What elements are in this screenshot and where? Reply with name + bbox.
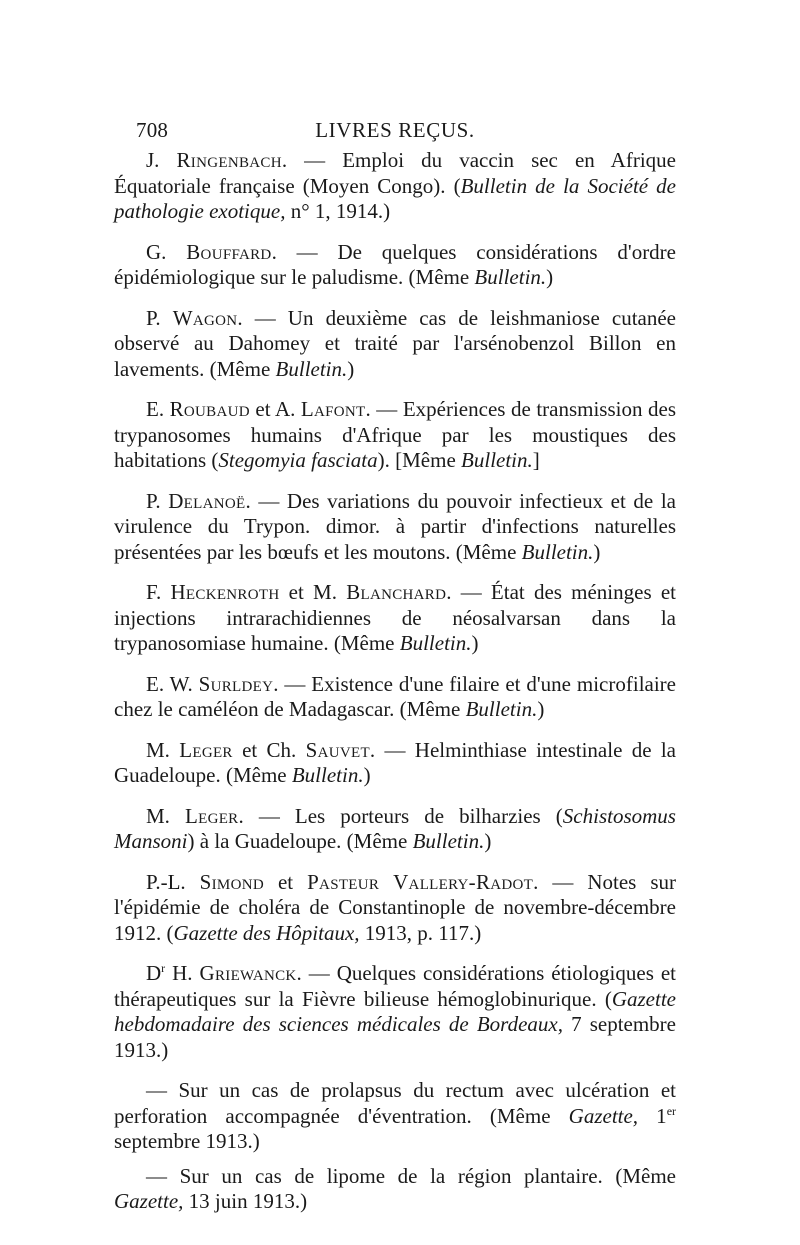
list-item [114, 306, 676, 383]
list-item [114, 804, 676, 855]
source-title: Schistosomus Mansoni [114, 803, 676, 853]
source-title: Gazette, [114, 1189, 184, 1213]
entry-tail: ) [347, 356, 355, 381]
list-item [114, 672, 676, 723]
author-initial: M. [146, 803, 185, 828]
entry-tail: ). [Même [377, 448, 462, 472]
entry-text: . — Des variations du pouvoir infectieux et de la virulence du Trypon. dimor. à partir d'infections naturelles présentées par les bœufs et les moutons. (Même [114, 488, 676, 564]
entry-text: . — État des méninges et injections intrarachidiennes de néosalvarsan dans la trypanosomiase humaine. (Même [114, 580, 677, 655]
list-item [114, 148, 676, 225]
author-initial: E. [146, 397, 170, 421]
author-name: Griewanck [199, 961, 297, 985]
author-initial: F. [146, 580, 171, 604]
entry-text: . — Existence d'une filaire et d'une microfilaire chez le caméléon de Madagascar. (Même [114, 671, 676, 721]
entry-text: . — Helminthiase intestinale de la Guadeloupe. (Même [114, 737, 676, 787]
source-title: Bulletin. [461, 448, 533, 472]
source-title: Gazette des Hôpitaux, [173, 920, 360, 945]
entry-tail: 7 septembre 1913.) [114, 1012, 676, 1062]
entry-tail: 1 [638, 1103, 667, 1128]
author-joiner: et Ch. [232, 737, 306, 762]
source-title: Bulletin. [399, 631, 472, 655]
list-item [114, 489, 676, 566]
author-title-sup: r [161, 961, 166, 975]
list-item [114, 738, 676, 789]
entry-tail: ) [471, 631, 479, 655]
author-initial: G. [146, 239, 187, 264]
list-item [114, 240, 676, 291]
author-initial: M. [146, 737, 180, 762]
running-head: LIVRES REÇUS. [315, 118, 475, 142]
author-title: D [146, 961, 162, 985]
entry-tail: ) [537, 697, 545, 721]
page-number: 708 [136, 118, 169, 142]
author-joiner: et [263, 869, 308, 894]
list-item [114, 397, 676, 474]
entry-text: — Sur un cas de lipome de la région plantaire. (Même [146, 1163, 676, 1188]
author-name: Heckenroth [170, 580, 280, 604]
list-item [114, 1164, 676, 1215]
entry-text: . — Emploi du vaccin sec en Afrique Équatoriale française (Moyen Congo). ( [114, 148, 676, 198]
author-name: Delanoë [168, 488, 246, 513]
list-item [114, 580, 676, 657]
entry-text: . — Un deuxième cas de leishmaniose cutanée observé au Dahomey et traité par l'arsénobenzol Billon en lavements. (Même [114, 305, 676, 381]
list-item [114, 870, 676, 947]
author-name: Leger [179, 737, 233, 762]
entry-tail: n° 1, 1914.) [285, 199, 391, 223]
author-name: Blanchard [346, 580, 447, 604]
entry-text: . — Quelques considérations étiologiques et thérapeutiques sur la Fièvre bilieuse hémoglobinurique. ( [114, 961, 676, 1011]
book-list [114, 148, 676, 1224]
author-initial: P. [146, 488, 169, 513]
entry-tail: ) à la Guadeloupe. (Même [187, 829, 413, 853]
author-name: Sauvet [305, 737, 370, 762]
author-initial: P. [146, 305, 173, 330]
author-name: Wagon [172, 305, 238, 330]
entry-tail: ) [363, 763, 371, 787]
author-name: Ringenbach [176, 148, 282, 172]
author-joiner: et A. [249, 397, 301, 421]
author-initial: J. [146, 148, 177, 172]
entry-text: . — Notes sur l'épidémie de choléra de Constantinople de novembre-décembre 1912. ( [114, 869, 676, 945]
entry-tail: ] [532, 448, 540, 472]
entry-text: . — Les porteurs de bilharzies ( [238, 803, 563, 828]
entry-tail: ) [546, 265, 554, 289]
entry-tail: septembre 1913.) [114, 1129, 260, 1153]
author-initial: H. [165, 961, 200, 985]
source-title: Bulletin. [275, 356, 348, 381]
source-title: Gazette hebdomadaire des sciences médicales de Bordeaux, [114, 986, 676, 1036]
author-name: Bouffard [186, 239, 272, 264]
author-initial: E. W. [146, 671, 199, 696]
author-name: Roubaud [169, 397, 250, 421]
page-header [114, 118, 676, 142]
author-initial: P.-L. [146, 869, 200, 894]
source-title: Bulletin de la Société de pathologie exotique, [114, 173, 677, 223]
author-name: Surldey [198, 671, 274, 696]
source-title: Bulletin. [412, 829, 485, 853]
entry-tail: ) [484, 829, 492, 853]
author-name: Lafont [300, 397, 366, 421]
entry-tail: 1913, p. 117.) [359, 920, 482, 945]
ordinal-sup: er [666, 1103, 677, 1118]
list-item [114, 961, 676, 1063]
entry-text: . — Expériences de transmission des trypanosomes humains d'Afrique par les moustiques des habitations ( [114, 397, 677, 472]
entry-tail: 13 juin 1913.) [183, 1189, 308, 1213]
source-title: Bulletin. [291, 763, 364, 787]
entry-text: — Sur un cas de prolapsus du rectum avec ulcération et perforation accompagnée d'éventration. (Même [114, 1078, 676, 1128]
entry-text: . — De quelques considérations d'ordre épidémiologique sur le paludisme. (Même [114, 239, 676, 289]
source-title: Gazette, [568, 1103, 639, 1128]
list-item [114, 1078, 676, 1155]
author-name: Pasteur Vallery-Radot [307, 869, 534, 894]
entry-tail: ) [593, 539, 601, 564]
source-title: Stegomyia fasciata [218, 448, 378, 472]
author-joiner: et M. [279, 580, 347, 604]
source-title: Bulletin. [521, 539, 594, 564]
source-title: Bulletin. [474, 265, 547, 289]
author-name: Simond [199, 869, 264, 894]
source-title: Bulletin. [465, 697, 538, 721]
author-name: Leger [185, 803, 239, 828]
